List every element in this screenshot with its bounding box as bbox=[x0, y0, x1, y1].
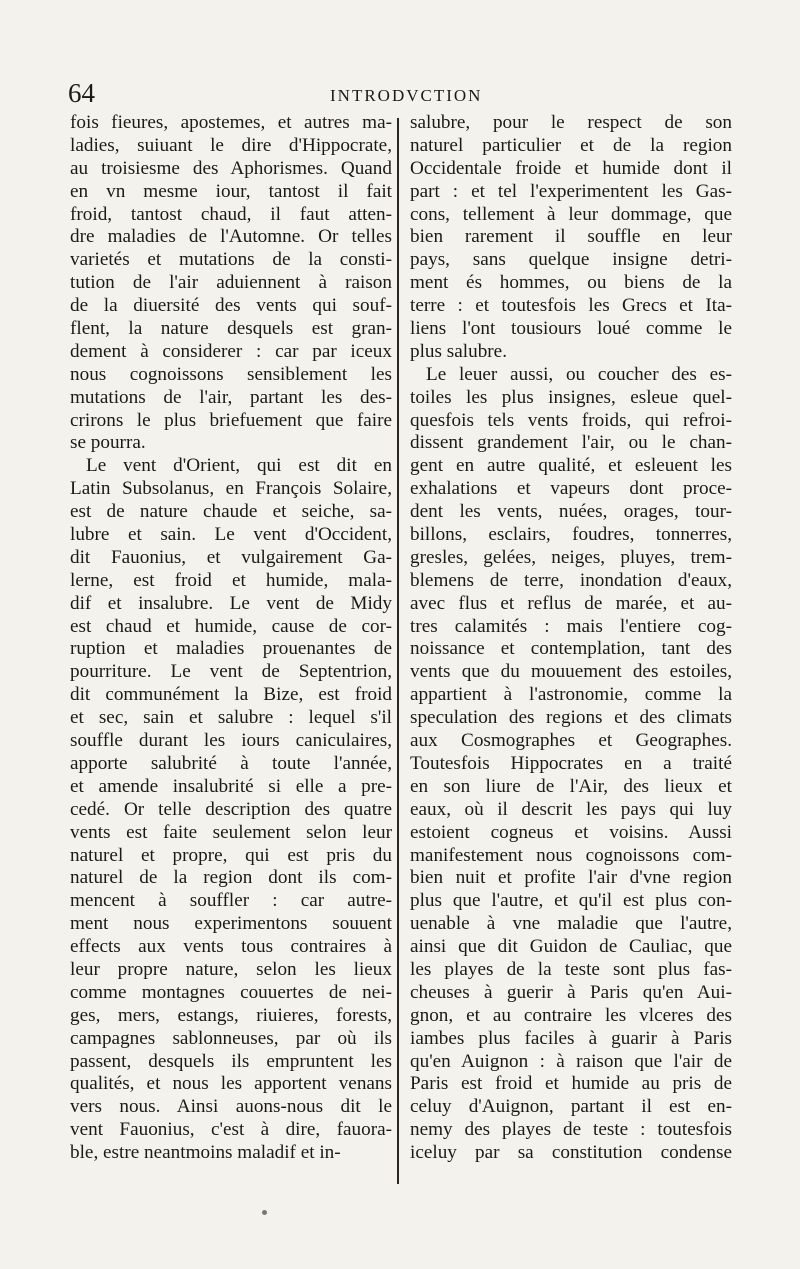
text-line: celuy d'Auignon, partant il est en- bbox=[410, 1096, 732, 1118]
text-line: Paris est froid et humide au pris de bbox=[410, 1073, 732, 1095]
text-line: Toutesfois Hippocrates en a traité bbox=[410, 752, 732, 774]
text-line: est de nature chaude et seiche, sa- bbox=[70, 501, 392, 523]
ink-speck bbox=[262, 1210, 267, 1215]
text-line: ladies, suiuant le dire d'Hippocrate, bbox=[70, 134, 392, 156]
text-line: au troisiesme des Aphorismes. Quand bbox=[70, 157, 392, 179]
text-line: de la diuersité des vents qui souf- bbox=[70, 295, 392, 317]
text-line: eaux, où il descrit les pays qui luy bbox=[410, 798, 732, 820]
text-line: toiles les plus insignes, esleue quel- bbox=[410, 386, 732, 408]
text-line: noissance et contemplation, tant des bbox=[410, 638, 732, 660]
right-text-column bbox=[410, 112, 732, 1165]
text-line: dre maladies de l'Automne. Or telles bbox=[70, 226, 392, 248]
text-line: iambes plus faciles à guarir à Paris bbox=[410, 1027, 732, 1049]
text-line: passent, desquels ils empruntent les bbox=[70, 1050, 392, 1072]
text-line: ainsi que dit Guidon de Cauliac, que bbox=[410, 936, 732, 958]
text-line: est chaud et humide, cause de cor- bbox=[70, 615, 392, 637]
text-line: dent les vents, nuées, orages, tour- bbox=[410, 501, 732, 523]
text-line: cedé. Or telle description des quatre bbox=[70, 798, 392, 820]
left-text-column bbox=[70, 112, 392, 1165]
text-line: cons, tellement à leur dommage, que bbox=[410, 203, 732, 225]
text-line: et sec, sain et salubre : lequel s'il bbox=[70, 707, 392, 729]
text-line: mutations de l'air, partant les des- bbox=[70, 386, 392, 408]
running-head: INTRODVCTION bbox=[330, 86, 483, 105]
text-line: Le vent d'Orient, qui est dit en bbox=[86, 455, 392, 477]
text-line: campagnes sablonneuses, par où ils bbox=[70, 1027, 392, 1049]
text-line: ment és hommes, ou biens de la bbox=[410, 272, 732, 294]
text-line: estoient cogneus et voisins. Aussi bbox=[410, 821, 732, 843]
text-line: mencent à souffler : car autre- bbox=[70, 890, 392, 912]
text-line: lubre et sain. Le vent d'Occident, bbox=[70, 524, 392, 546]
text-line: liens l'ont tousiours loué comme le bbox=[410, 318, 732, 340]
text-line: plus que l'autre, et qu'il est plus con- bbox=[410, 890, 732, 912]
text-line: qualités, et nous les apportent venans bbox=[70, 1073, 392, 1095]
text-line: froid, tantost chaud, il faut atten- bbox=[70, 203, 392, 225]
text-line: effects aux vents tous contraires à bbox=[70, 936, 392, 958]
text-line: apporte salubrité à toute l'année, bbox=[70, 752, 392, 774]
text-line: nemy des playes de teste : toutesfois bbox=[410, 1119, 732, 1141]
text-line: gresles, gelées, neiges, pluyes, trem- bbox=[410, 546, 732, 568]
text-line: vent Fauonius, c'est à dire, fauora- bbox=[70, 1119, 392, 1141]
text-line: gnon, et au contraire les vlceres des bbox=[410, 1004, 732, 1026]
text-line: en vn mesme iour, tantost il fait bbox=[70, 180, 392, 202]
text-line: Le leuer aussi, ou coucher des es- bbox=[426, 363, 732, 385]
text-line: tution de l'air aduiennent à raison bbox=[70, 272, 392, 294]
text-line: ble, estre neantmoins maladif et in- bbox=[70, 1142, 341, 1164]
text-line: uenable à vne maladie que l'autre, bbox=[410, 913, 732, 935]
text-line: bien rarement il souffle en leur bbox=[410, 226, 732, 248]
text-line: cheuses à guerir à Paris qu'en Aui- bbox=[410, 981, 732, 1003]
text-line: varietés et mutations de la consti- bbox=[70, 249, 392, 271]
text-line: exhalations et vapeurs dont proce- bbox=[410, 478, 732, 500]
text-line: appartient à l'astronomie, comme la bbox=[410, 684, 732, 706]
text-line: aux Cosmographes et Geographes. bbox=[410, 730, 732, 752]
text-line: flent, la nature desquels est gran- bbox=[70, 318, 392, 340]
text-line: ment nous experimentons souuent bbox=[70, 913, 392, 935]
text-line: avec flus et reflus de marée, et au- bbox=[410, 592, 732, 614]
text-line: vents que du mouuement des estoiles, bbox=[410, 661, 732, 683]
text-line: manifestement nous cognoissons com- bbox=[410, 844, 732, 866]
text-line: qu'en Auignon : à raison que l'air de bbox=[410, 1050, 732, 1072]
text-line: vents est faite seulement selon leur bbox=[70, 821, 392, 843]
text-line: comme montagnes couuertes de nei- bbox=[70, 981, 392, 1003]
text-line: pourriture. Le vent de Septentrion, bbox=[70, 661, 392, 683]
text-line: vers nous. Ainsi auons-nous dit le bbox=[70, 1096, 392, 1118]
text-line: dit Fauonius, et vulgairement Ga- bbox=[70, 546, 392, 568]
text-line: gent en autre qualité, et esleuent les bbox=[410, 455, 732, 477]
text-line: et amende insalubrité si elle a pre- bbox=[70, 775, 392, 797]
text-line: dement à considerer : car par iceux bbox=[70, 340, 392, 362]
text-line: part : et tel l'experimentent les Gas- bbox=[410, 180, 732, 202]
text-line: blemens de terre, inondation d'eaux, bbox=[410, 569, 732, 591]
text-line: Occidentale froide et humide dont il bbox=[410, 157, 732, 179]
text-line: naturel de la region dont ils com- bbox=[70, 867, 392, 889]
text-line: les playes de la teste sont plus fas- bbox=[410, 958, 732, 980]
text-line: pays, sans quelque insigne detri- bbox=[410, 249, 732, 271]
text-line: salubre, pour le respect de son bbox=[410, 112, 732, 133]
text-line: se pourra. bbox=[70, 432, 146, 454]
text-line: en son liure de l'Air, des lieux et bbox=[410, 775, 732, 797]
column-divider bbox=[397, 118, 399, 1184]
text-line: naturel et propre, qui est pris du bbox=[70, 844, 392, 866]
text-line: quesfois tels vents froids, qui refroi- bbox=[410, 409, 732, 431]
text-line: bien nuit et profite l'air d'vne region bbox=[410, 867, 732, 889]
text-line: iceluy par sa constitution condense bbox=[410, 1142, 732, 1164]
text-line: terre : et toutesfois les Grecs et Ita- bbox=[410, 295, 732, 317]
page-number: 64 bbox=[68, 78, 95, 108]
text-line: dissent grandement l'air, ou le chan- bbox=[410, 432, 732, 454]
text-line: ges, mers, estangs, riuieres, forests, bbox=[70, 1004, 392, 1026]
text-line: souffle durant les iours caniculaires, bbox=[70, 730, 392, 752]
text-line: crirons le plus briefuement que faire bbox=[70, 409, 392, 431]
text-line: plus salubre. bbox=[410, 340, 507, 362]
text-line: billons, esclairs, foudres, tonnerres, bbox=[410, 524, 732, 546]
text-line: ruption et maladies prouenantes de bbox=[70, 638, 392, 660]
text-line: dif et insalubre. Le vent de Midy bbox=[70, 592, 392, 614]
text-line: naturel particulier et de la region bbox=[410, 134, 732, 156]
text-line: nous cognoissons sensiblement les bbox=[70, 363, 392, 385]
page-header bbox=[68, 78, 740, 112]
text-line: leur propre nature, selon les lieux bbox=[70, 958, 392, 980]
text-line: lerne, est froid et humide, mala- bbox=[70, 569, 392, 591]
text-line: speculation des regions et des climats bbox=[410, 707, 732, 729]
text-line: dit communément la Bize, est froid bbox=[70, 684, 392, 706]
text-line: tres calamités : mais l'entiere cog- bbox=[410, 615, 732, 637]
text-line: fois fieures, apostemes, et autres ma- bbox=[70, 112, 392, 133]
text-line: Latin Subsolanus, en François Solaire, bbox=[70, 478, 392, 500]
